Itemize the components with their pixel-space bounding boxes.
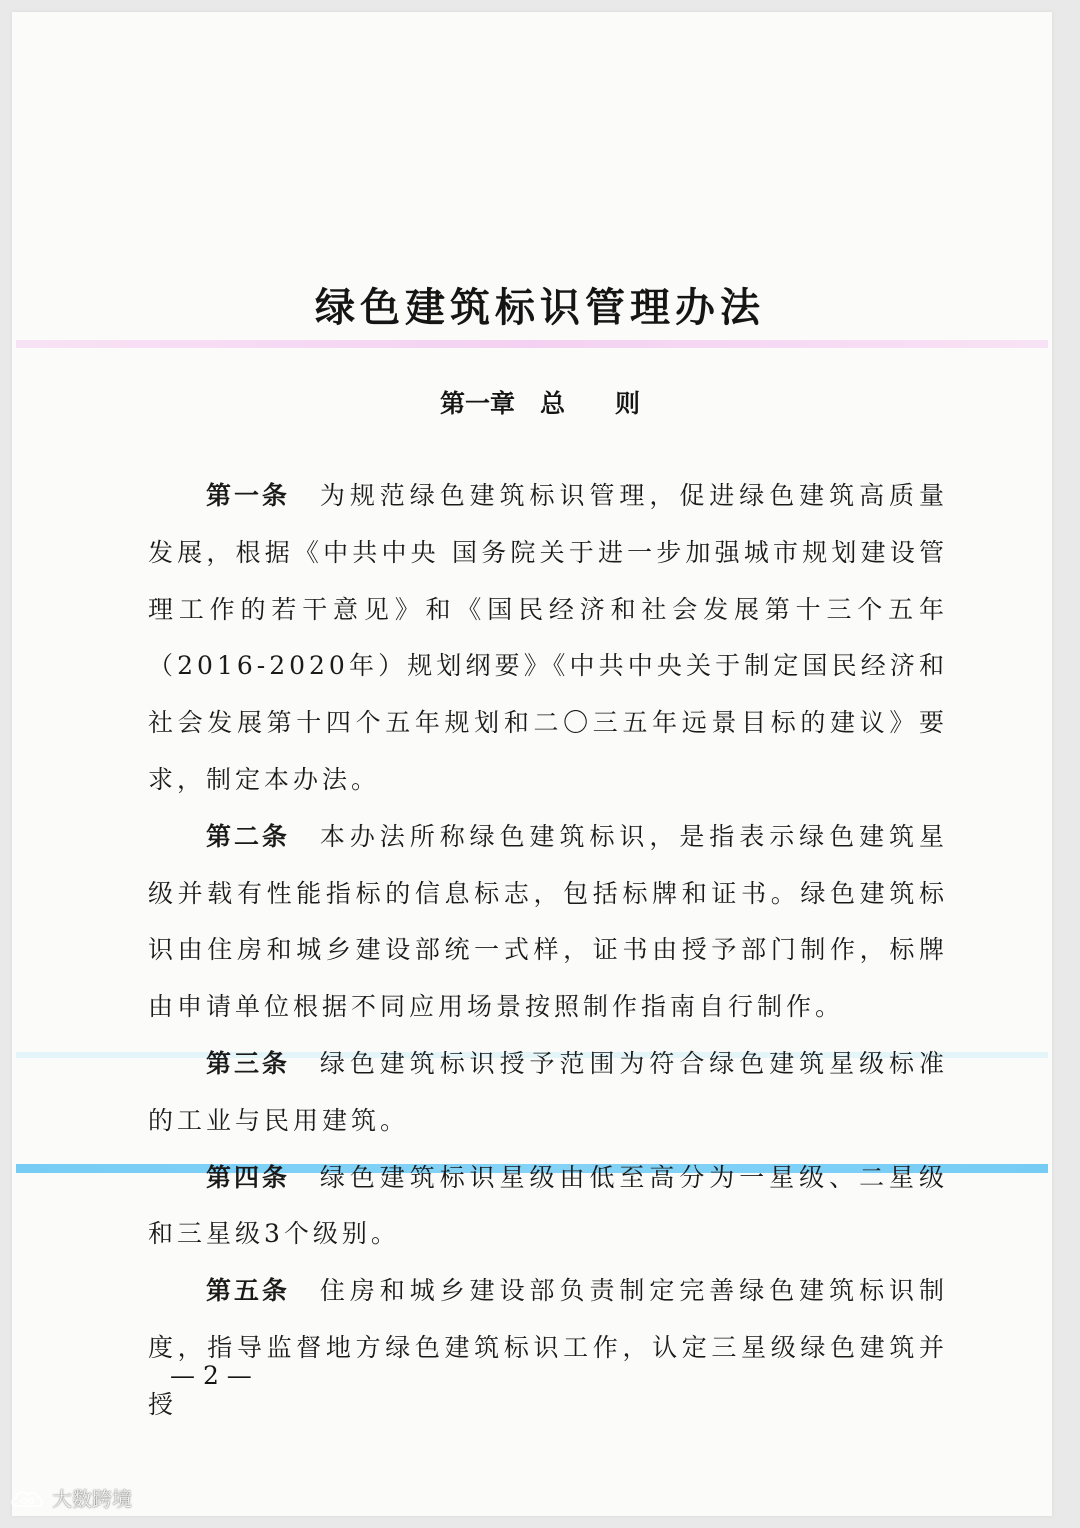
watermark [10,1484,132,1514]
article-label: 第三条 [206,1048,290,1078]
article-text: 本办法所称绿色建筑标识，是指表示绿色建筑星级并载有性能指标的信息标志，包括标牌和证书。绿色建筑标识由住房和城乡建设部统一式样，证书由授予部门制作，标牌由申请单位根据不同应用场景按照制作指南自行制作。 [148,821,948,1022]
article-label: 第五条 [206,1276,290,1306]
page-number: — 2 — [170,1361,252,1390]
article-text: 住房和城乡建设部负责制定完善绿色建筑标识制度，指导监督地方绿色建筑标识工作，认定三星级绿色建筑并授 [148,1276,948,1419]
article-label: 第二条 [206,821,290,851]
article-5 [148,1263,948,1433]
article-text: 绿色建筑标识授予范围为符合绿色建筑星级标准的工业与民用建筑。 [148,1048,948,1135]
article-text: 为规范绿色建筑标识管理，促进绿色建筑高质量发展，根据《中共中央 国务院关于进一步加强城市规划建设管理工作的若干意见》和《国民经济和社会发展第十三个五年（2016-2020年）规划纲要》《中共中央关于制定国民经济和社会发展第十四个五年规划和二〇三五年远景目标的建议》要求，制定本办法。 [148,481,948,794]
watermark-text: 大数跨境 [52,1487,132,1511]
article-label: 第四条 [206,1162,290,1192]
article-2 [148,809,948,1036]
article-label: 第一条 [206,481,290,510]
cloud-eye-logo-icon [10,1487,46,1511]
document-title: 绿色建筑标识管理办法 [315,284,765,331]
chapter-heading: 第一章 总 则 [439,389,640,418]
document-body [148,468,948,1434]
scan-artifact-band-pink [16,340,1048,348]
article-4 [148,1150,948,1264]
article-1 [148,468,948,809]
article-3 [148,1036,948,1150]
article-text: 绿色建筑标识星级由低至高分为一星级、二星级和三星级3个级别。 [148,1162,948,1249]
